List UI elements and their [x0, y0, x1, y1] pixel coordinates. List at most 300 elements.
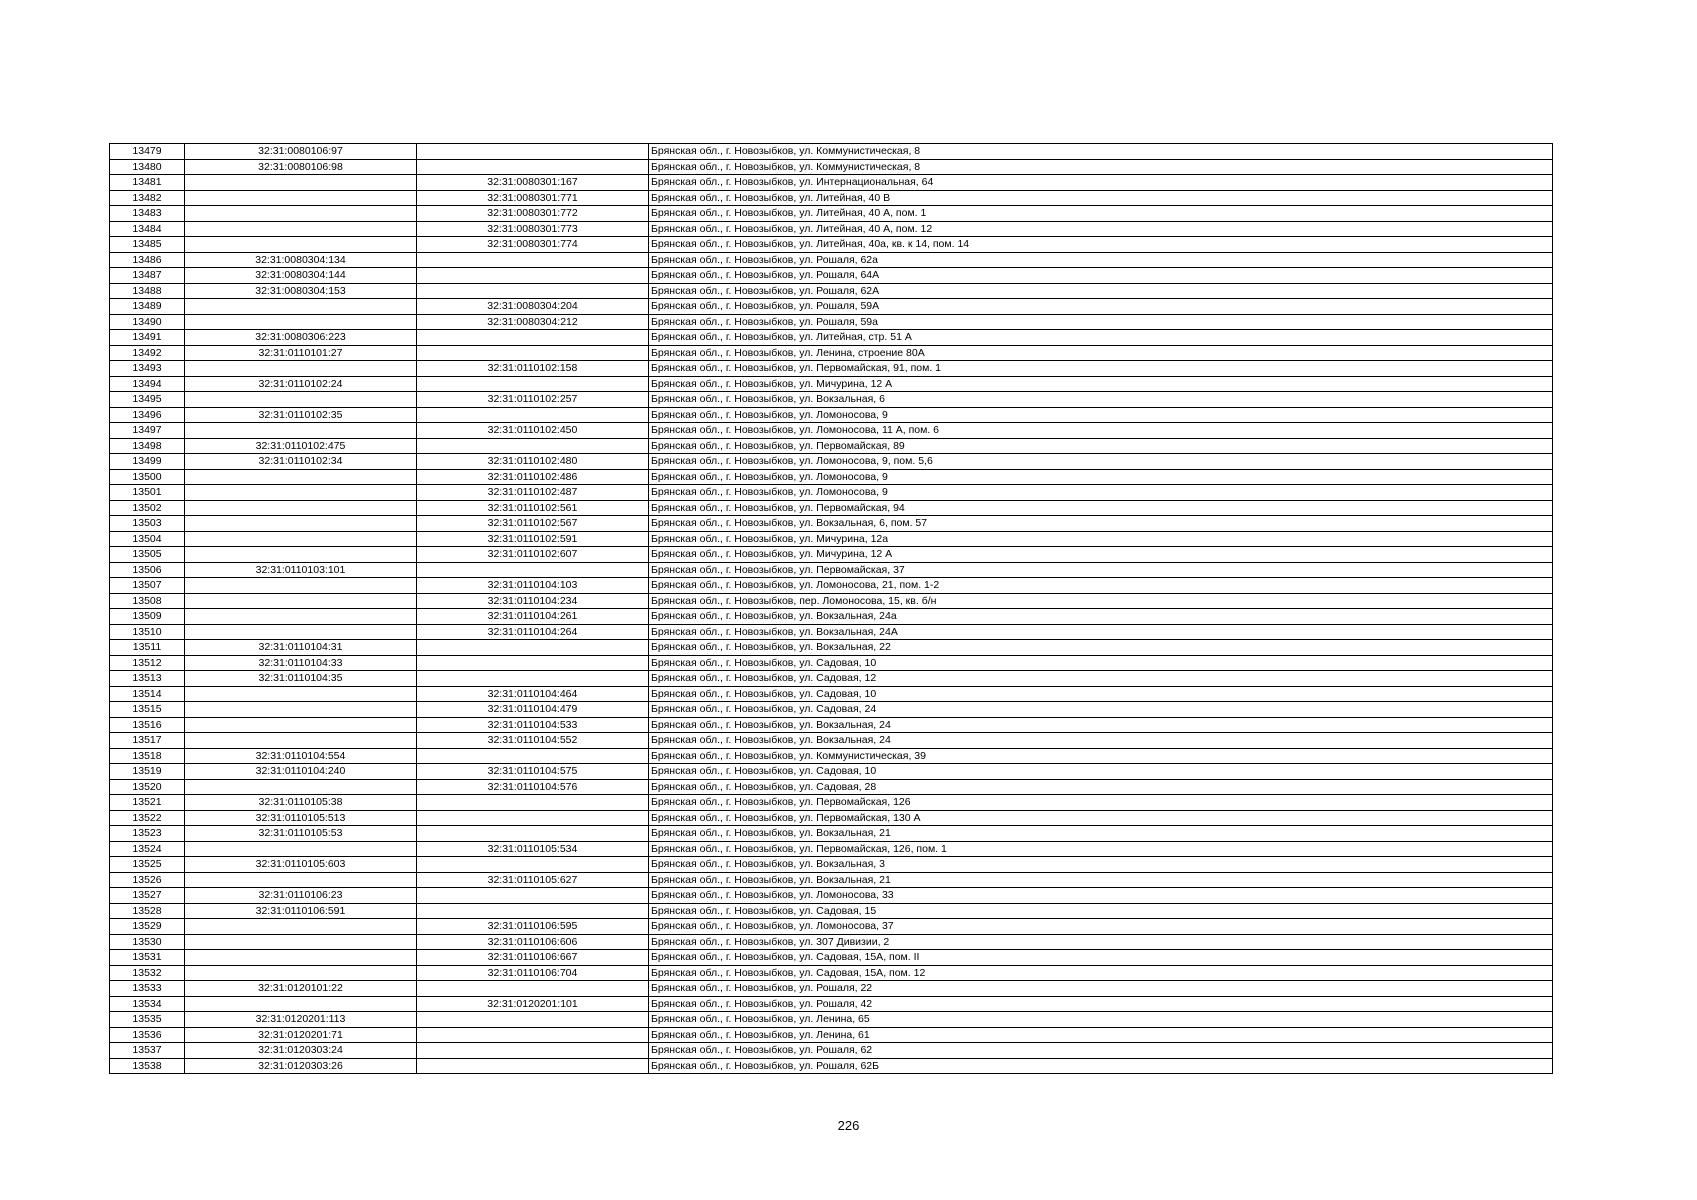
cadastral-number-cell: 32:31:0120201:113	[185, 1012, 417, 1028]
table-row	[110, 872, 1553, 888]
cadastral-number-cell: 32:31:0110102:34	[185, 454, 417, 470]
cadastral-number-cell	[185, 779, 417, 795]
cadastral-number-cell: 32:31:0110106:23	[185, 888, 417, 904]
building-cadastral-number-cell: 32:31:0110102:567	[417, 516, 649, 532]
building-cadastral-number-cell: 32:31:0110102:450	[417, 423, 649, 439]
row-number-cell: 13491	[110, 330, 185, 346]
address-cell: Брянская обл., г. Новозыбков, ул. Садовая, 15А, пом. II	[649, 950, 1553, 966]
building-cadastral-number-cell: 32:31:0110102:158	[417, 361, 649, 377]
address-cell: Брянская обл., г. Новозыбков, ул. Рошаля, 59а	[649, 314, 1553, 330]
address-cell: Брянская обл., г. Новозыбков, ул. Первомайская, 37	[649, 562, 1553, 578]
table-row	[110, 640, 1553, 656]
address-cell: Брянская обл., г. Новозыбков, ул. Вокзальная, 6, пом. 57	[649, 516, 1553, 532]
building-cadastral-number-cell: 32:31:0110104:103	[417, 578, 649, 594]
building-cadastral-number-cell: 32:31:0120201:101	[417, 996, 649, 1012]
address-cell: Брянская обл., г. Новозыбков, ул. Литейная, стр. 51 А	[649, 330, 1553, 346]
cadastral-number-cell	[185, 624, 417, 640]
address-cell: Брянская обл., г. Новозыбков, ул. Ломоносова, 9	[649, 469, 1553, 485]
cadastral-number-cell	[185, 919, 417, 935]
row-number-cell: 13487	[110, 268, 185, 284]
cadastral-number-cell: 32:31:0110105:38	[185, 795, 417, 811]
cadastral-number-cell: 32:31:0080306:223	[185, 330, 417, 346]
address-cell: Брянская обл., г. Новозыбков, ул. Ломоносова, 33	[649, 888, 1553, 904]
row-number-cell: 13503	[110, 516, 185, 532]
row-number-cell: 13518	[110, 748, 185, 764]
address-cell: Брянская обл., г. Новозыбков, ул. Садовая, 12	[649, 671, 1553, 687]
address-cell: Брянская обл., г. Новозыбков, ул. Ломоносова, 37	[649, 919, 1553, 935]
building-cadastral-number-cell: 32:31:0110102:487	[417, 485, 649, 501]
table-row	[110, 268, 1553, 284]
building-cadastral-number-cell: 32:31:0110106:704	[417, 965, 649, 981]
cadastral-number-cell: 32:31:0110105:53	[185, 826, 417, 842]
building-cadastral-number-cell	[417, 795, 649, 811]
address-cell: Брянская обл., г. Новозыбков, ул. 307 Дивизии, 2	[649, 934, 1553, 950]
row-number-cell: 13498	[110, 438, 185, 454]
cadastral-number-cell: 32:31:0110105:603	[185, 857, 417, 873]
row-number-cell: 13485	[110, 237, 185, 253]
cadastral-number-cell	[185, 578, 417, 594]
building-cadastral-number-cell: 32:31:0080301:774	[417, 237, 649, 253]
table-row	[110, 237, 1553, 253]
table-row	[110, 810, 1553, 826]
building-cadastral-number-cell	[417, 407, 649, 423]
address-cell: Брянская обл., г. Новозыбков, ул. Рошаля, 59А	[649, 299, 1553, 315]
building-cadastral-number-cell: 32:31:0110102:486	[417, 469, 649, 485]
row-number-cell: 13536	[110, 1027, 185, 1043]
building-cadastral-number-cell: 32:31:0110104:234	[417, 593, 649, 609]
address-cell: Брянская обл., г. Новозыбков, ул. Вокзальная, 21	[649, 872, 1553, 888]
cadastral-number-cell	[185, 934, 417, 950]
cadastral-number-cell: 32:31:0110102:24	[185, 376, 417, 392]
table-row	[110, 609, 1553, 625]
building-cadastral-number-cell: 32:31:0110102:607	[417, 547, 649, 563]
building-cadastral-number-cell: 32:31:0110105:627	[417, 872, 649, 888]
row-number-cell: 13515	[110, 702, 185, 718]
building-cadastral-number-cell	[417, 268, 649, 284]
building-cadastral-number-cell: 32:31:0080301:773	[417, 221, 649, 237]
cadastral-number-cell: 32:31:0120201:71	[185, 1027, 417, 1043]
cadastral-number-cell	[185, 872, 417, 888]
building-cadastral-number-cell: 32:31:0110104:533	[417, 717, 649, 733]
address-cell: Брянская обл., г. Новозыбков, ул. Рошаля, 22	[649, 981, 1553, 997]
building-cadastral-number-cell	[417, 655, 649, 671]
address-cell: Брянская обл., г. Новозыбков, ул. Ломоносова, 21, пом. 1-2	[649, 578, 1553, 594]
cadastral-number-cell	[185, 392, 417, 408]
address-cell: Брянская обл., г. Новозыбков, ул. Вокзальная, 22	[649, 640, 1553, 656]
cadastral-number-cell	[185, 469, 417, 485]
building-cadastral-number-cell	[417, 376, 649, 392]
address-cell: Брянская обл., г. Новозыбков, ул. Вокзальная, 3	[649, 857, 1553, 873]
cadastral-number-cell	[185, 841, 417, 857]
cadastral-number-cell	[185, 190, 417, 206]
address-cell: Брянская обл., г. Новозыбков, ул. Коммунистическая, 8	[649, 144, 1553, 160]
building-cadastral-number-cell	[417, 330, 649, 346]
row-number-cell: 13493	[110, 361, 185, 377]
table-row	[110, 950, 1553, 966]
address-cell: Брянская обл., г. Новозыбков, ул. Литейная, 40 А, пом. 12	[649, 221, 1553, 237]
address-cell: Брянская обл., г. Новозыбков, ул. Первомайская, 130 А	[649, 810, 1553, 826]
address-cell: Брянская обл., г. Новозыбков, ул. Вокзальная, 24	[649, 733, 1553, 749]
table-row	[110, 671, 1553, 687]
address-cell: Брянская обл., г. Новозыбков, ул. Ленина, строение 80А	[649, 345, 1553, 361]
row-number-cell: 13521	[110, 795, 185, 811]
table-row	[110, 454, 1553, 470]
table-row	[110, 392, 1553, 408]
row-number-cell: 13535	[110, 1012, 185, 1028]
table-row	[110, 221, 1553, 237]
address-cell: Брянская обл., г. Новозыбков, ул. Рошаля, 62Б	[649, 1058, 1553, 1074]
row-number-cell: 13483	[110, 206, 185, 222]
row-number-cell: 13497	[110, 423, 185, 439]
building-cadastral-number-cell: 32:31:0110104:464	[417, 686, 649, 702]
address-cell: Брянская обл., г. Новозыбков, ул. Ломоносова, 11 А, пом. 6	[649, 423, 1553, 439]
table-row	[110, 1043, 1553, 1059]
cadastral-number-cell: 32:31:0110104:31	[185, 640, 417, 656]
cadastral-number-cell	[185, 996, 417, 1012]
table-row	[110, 1027, 1553, 1043]
building-cadastral-number-cell	[417, 144, 649, 160]
address-cell: Брянская обл., г. Новозыбков, ул. Мичурина, 12 А	[649, 376, 1553, 392]
table-row	[110, 330, 1553, 346]
table-row	[110, 826, 1553, 842]
registry-table-body	[110, 144, 1553, 1074]
address-cell: Брянская обл., г. Новозыбков, ул. Вокзальная, 6	[649, 392, 1553, 408]
address-cell: Брянская обл., г. Новозыбков, ул. Садовая, 10	[649, 686, 1553, 702]
table-row	[110, 547, 1553, 563]
row-number-cell: 13526	[110, 872, 185, 888]
row-number-cell: 13512	[110, 655, 185, 671]
table-row	[110, 717, 1553, 733]
building-cadastral-number-cell	[417, 438, 649, 454]
row-number-cell: 13507	[110, 578, 185, 594]
cadastral-number-cell: 32:31:0110104:33	[185, 655, 417, 671]
cadastral-number-cell: 32:31:0080304:144	[185, 268, 417, 284]
table-row	[110, 748, 1553, 764]
table-row	[110, 764, 1553, 780]
row-number-cell: 13533	[110, 981, 185, 997]
row-number-cell: 13480	[110, 159, 185, 175]
registry-table	[109, 143, 1553, 1074]
address-cell: Брянская обл., г. Новозыбков, ул. Садовая, 24	[649, 702, 1553, 718]
table-row	[110, 423, 1553, 439]
cadastral-number-cell	[185, 733, 417, 749]
table-row	[110, 733, 1553, 749]
building-cadastral-number-cell: 32:31:0110104:264	[417, 624, 649, 640]
address-cell: Брянская обл., г. Новозыбков, ул. Ломоносова, 9	[649, 407, 1553, 423]
table-row	[110, 1058, 1553, 1074]
cadastral-number-cell	[185, 531, 417, 547]
row-number-cell: 13496	[110, 407, 185, 423]
row-number-cell: 13538	[110, 1058, 185, 1074]
cadastral-number-cell	[185, 423, 417, 439]
row-number-cell: 13514	[110, 686, 185, 702]
building-cadastral-number-cell: 32:31:0110104:261	[417, 609, 649, 625]
row-number-cell: 13517	[110, 733, 185, 749]
cadastral-number-cell: 32:31:0120303:26	[185, 1058, 417, 1074]
row-number-cell: 13500	[110, 469, 185, 485]
table-row	[110, 1012, 1553, 1028]
table-row	[110, 376, 1553, 392]
cadastral-number-cell	[185, 485, 417, 501]
address-cell: Брянская обл., г. Новозыбков, ул. Садовая, 10	[649, 655, 1553, 671]
table-row	[110, 159, 1553, 175]
table-row	[110, 903, 1553, 919]
table-row	[110, 345, 1553, 361]
cadastral-number-cell	[185, 717, 417, 733]
cadastral-number-cell	[185, 237, 417, 253]
cadastral-number-cell: 32:31:0080106:98	[185, 159, 417, 175]
building-cadastral-number-cell	[417, 981, 649, 997]
row-number-cell: 13530	[110, 934, 185, 950]
table-row	[110, 981, 1553, 997]
cadastral-number-cell: 32:31:0110102:35	[185, 407, 417, 423]
address-cell: Брянская обл., г. Новозыбков, ул. Первомайская, 126	[649, 795, 1553, 811]
row-number-cell: 13520	[110, 779, 185, 795]
building-cadastral-number-cell	[417, 1012, 649, 1028]
row-number-cell: 13508	[110, 593, 185, 609]
cadastral-number-cell: 32:31:0110104:240	[185, 764, 417, 780]
address-cell: Брянская обл., г. Новозыбков, ул. Литейная, 40 В	[649, 190, 1553, 206]
cadastral-number-cell	[185, 593, 417, 609]
building-cadastral-number-cell: 32:31:0110102:257	[417, 392, 649, 408]
cadastral-number-cell: 32:31:0120303:24	[185, 1043, 417, 1059]
address-cell: Брянская обл., г. Новозыбков, ул. Вокзальная, 24	[649, 717, 1553, 733]
table-row	[110, 144, 1553, 160]
table-row	[110, 934, 1553, 950]
address-cell: Брянская обл., г. Новозыбков, ул. Первомайская, 91, пом. 1	[649, 361, 1553, 377]
building-cadastral-number-cell: 32:31:0110102:561	[417, 500, 649, 516]
row-number-cell: 13510	[110, 624, 185, 640]
address-cell: Брянская обл., г. Новозыбков, ул. Ленина, 65	[649, 1012, 1553, 1028]
building-cadastral-number-cell: 32:31:0110104:479	[417, 702, 649, 718]
table-row	[110, 516, 1553, 532]
address-cell: Брянская обл., г. Новозыбков, ул. Садовая, 15	[649, 903, 1553, 919]
cadastral-number-cell	[185, 314, 417, 330]
table-row	[110, 562, 1553, 578]
address-cell: Брянская обл., г. Новозыбков, пер. Ломоносова, 15, кв. б/н	[649, 593, 1553, 609]
table-row	[110, 624, 1553, 640]
table-row	[110, 500, 1553, 516]
cadastral-number-cell	[185, 221, 417, 237]
cadastral-number-cell: 32:31:0080304:134	[185, 252, 417, 268]
table-row	[110, 299, 1553, 315]
cadastral-number-cell: 32:31:0110102:475	[185, 438, 417, 454]
cadastral-number-cell	[185, 500, 417, 516]
table-row	[110, 686, 1553, 702]
table-row	[110, 779, 1553, 795]
table-row	[110, 485, 1553, 501]
address-cell: Брянская обл., г. Новозыбков, ул. Садовая, 28	[649, 779, 1553, 795]
address-cell: Брянская обл., г. Новозыбков, ул. Рошаля, 42	[649, 996, 1553, 1012]
address-cell: Брянская обл., г. Новозыбков, ул. Первомайская, 94	[649, 500, 1553, 516]
address-cell: Брянская обл., г. Новозыбков, ул. Ломоносова, 9	[649, 485, 1553, 501]
row-number-cell: 13486	[110, 252, 185, 268]
building-cadastral-number-cell	[417, 857, 649, 873]
cadastral-number-cell	[185, 686, 417, 702]
table-row	[110, 206, 1553, 222]
table-row	[110, 996, 1553, 1012]
row-number-cell: 13509	[110, 609, 185, 625]
building-cadastral-number-cell	[417, 748, 649, 764]
address-cell: Брянская обл., г. Новозыбков, ул. Литейная, 40а, кв. к 14, пом. 14	[649, 237, 1553, 253]
building-cadastral-number-cell: 32:31:0080301:167	[417, 175, 649, 191]
building-cadastral-number-cell	[417, 903, 649, 919]
address-cell: Брянская обл., г. Новозыбков, ул. Садовая, 10	[649, 764, 1553, 780]
row-number-cell: 13524	[110, 841, 185, 857]
cadastral-number-cell	[185, 516, 417, 532]
address-cell: Брянская обл., г. Новозыбков, ул. Интернациональная, 64	[649, 175, 1553, 191]
row-number-cell: 13499	[110, 454, 185, 470]
row-number-cell: 13484	[110, 221, 185, 237]
address-cell: Брянская обл., г. Новозыбков, ул. Коммунистическая, 8	[649, 159, 1553, 175]
row-number-cell: 13537	[110, 1043, 185, 1059]
building-cadastral-number-cell	[417, 1027, 649, 1043]
building-cadastral-number-cell	[417, 1043, 649, 1059]
building-cadastral-number-cell: 32:31:0110102:591	[417, 531, 649, 547]
row-number-cell: 13479	[110, 144, 185, 160]
address-cell: Брянская обл., г. Новозыбков, ул. Садовая, 15А, пом. 12	[649, 965, 1553, 981]
table-row	[110, 407, 1553, 423]
building-cadastral-number-cell	[417, 640, 649, 656]
row-number-cell: 13502	[110, 500, 185, 516]
table-row	[110, 175, 1553, 191]
building-cadastral-number-cell	[417, 345, 649, 361]
row-number-cell: 13531	[110, 950, 185, 966]
cadastral-number-cell	[185, 175, 417, 191]
address-cell: Брянская обл., г. Новозыбков, ул. Первомайская, 89	[649, 438, 1553, 454]
cadastral-number-cell: 32:31:0110104:554	[185, 748, 417, 764]
row-number-cell: 13534	[110, 996, 185, 1012]
table-row	[110, 438, 1553, 454]
building-cadastral-number-cell: 32:31:0110106:606	[417, 934, 649, 950]
row-number-cell: 13523	[110, 826, 185, 842]
table-row	[110, 469, 1553, 485]
cadastral-number-cell: 32:31:0110101:27	[185, 345, 417, 361]
row-number-cell: 13492	[110, 345, 185, 361]
row-number-cell: 13522	[110, 810, 185, 826]
building-cadastral-number-cell: 32:31:0080301:772	[417, 206, 649, 222]
building-cadastral-number-cell: 32:31:0110106:595	[417, 919, 649, 935]
building-cadastral-number-cell	[417, 252, 649, 268]
row-number-cell: 13527	[110, 888, 185, 904]
table-row	[110, 965, 1553, 981]
building-cadastral-number-cell	[417, 810, 649, 826]
address-cell: Брянская обл., г. Новозыбков, ул. Литейная, 40 А, пом. 1	[649, 206, 1553, 222]
building-cadastral-number-cell: 32:31:0110102:480	[417, 454, 649, 470]
building-cadastral-number-cell: 32:31:0080304:212	[417, 314, 649, 330]
cadastral-number-cell	[185, 361, 417, 377]
address-cell: Брянская обл., г. Новозыбков, ул. Ленина, 61	[649, 1027, 1553, 1043]
row-number-cell: 13505	[110, 547, 185, 563]
cadastral-number-cell: 32:31:0110103:101	[185, 562, 417, 578]
address-cell: Брянская обл., г. Новозыбков, ул. Первомайская, 126, пом. 1	[649, 841, 1553, 857]
cadastral-number-cell: 32:31:0110106:591	[185, 903, 417, 919]
address-cell: Брянская обл., г. Новозыбков, ул. Коммунистическая, 39	[649, 748, 1553, 764]
cadastral-number-cell: 32:31:0110104:35	[185, 671, 417, 687]
address-cell: Брянская обл., г. Новозыбков, ул. Ломоносова, 9, пом. 5,6	[649, 454, 1553, 470]
cadastral-number-cell: 32:31:0080304:153	[185, 283, 417, 299]
table-row	[110, 919, 1553, 935]
address-cell: Брянская обл., г. Новозыбков, ул. Рошаля, 62А	[649, 283, 1553, 299]
address-cell: Брянская обл., г. Новозыбков, ул. Мичурина, 12 А	[649, 547, 1553, 563]
row-number-cell: 13494	[110, 376, 185, 392]
row-number-cell: 13482	[110, 190, 185, 206]
row-number-cell: 13481	[110, 175, 185, 191]
row-number-cell: 13513	[110, 671, 185, 687]
table-row	[110, 593, 1553, 609]
table-row	[110, 531, 1553, 547]
address-cell: Брянская обл., г. Новозыбков, ул. Вокзальная, 21	[649, 826, 1553, 842]
cadastral-number-cell	[185, 702, 417, 718]
row-number-cell: 13516	[110, 717, 185, 733]
address-cell: Брянская обл., г. Новозыбков, ул. Вокзальная, 24а	[649, 609, 1553, 625]
row-number-cell: 13525	[110, 857, 185, 873]
row-number-cell: 13528	[110, 903, 185, 919]
address-cell: Брянская обл., г. Новозыбков, ул. Рошаля, 62а	[649, 252, 1553, 268]
cadastral-number-cell	[185, 950, 417, 966]
table-row	[110, 795, 1553, 811]
row-number-cell: 13532	[110, 965, 185, 981]
building-cadastral-number-cell: 32:31:0110104:576	[417, 779, 649, 795]
table-row	[110, 252, 1553, 268]
building-cadastral-number-cell: 32:31:0110106:667	[417, 950, 649, 966]
cadastral-number-cell	[185, 206, 417, 222]
row-number-cell: 13501	[110, 485, 185, 501]
cadastral-number-cell: 32:31:0080106:97	[185, 144, 417, 160]
row-number-cell: 13511	[110, 640, 185, 656]
cadastral-number-cell: 32:31:0110105:513	[185, 810, 417, 826]
table-row	[110, 702, 1553, 718]
cadastral-number-cell	[185, 609, 417, 625]
building-cadastral-number-cell	[417, 283, 649, 299]
cadastral-number-cell	[185, 547, 417, 563]
table-row	[110, 857, 1553, 873]
building-cadastral-number-cell	[417, 1058, 649, 1074]
table-row	[110, 578, 1553, 594]
table-row	[110, 888, 1553, 904]
row-number-cell: 13489	[110, 299, 185, 315]
building-cadastral-number-cell: 32:31:0080301:771	[417, 190, 649, 206]
table-row	[110, 841, 1553, 857]
building-cadastral-number-cell: 32:31:0110104:575	[417, 764, 649, 780]
building-cadastral-number-cell	[417, 159, 649, 175]
address-cell: Брянская обл., г. Новозыбков, ул. Рошаля, 62	[649, 1043, 1553, 1059]
row-number-cell: 13506	[110, 562, 185, 578]
address-cell: Брянская обл., г. Новозыбков, ул. Рошаля, 64А	[649, 268, 1553, 284]
row-number-cell: 13495	[110, 392, 185, 408]
table-row	[110, 190, 1553, 206]
row-number-cell: 13504	[110, 531, 185, 547]
building-cadastral-number-cell	[417, 562, 649, 578]
cadastral-number-cell	[185, 299, 417, 315]
row-number-cell: 13488	[110, 283, 185, 299]
row-number-cell: 13490	[110, 314, 185, 330]
table-row	[110, 314, 1553, 330]
address-cell: Брянская обл., г. Новозыбков, ул. Вокзальная, 24А	[649, 624, 1553, 640]
building-cadastral-number-cell: 32:31:0110104:552	[417, 733, 649, 749]
row-number-cell: 13529	[110, 919, 185, 935]
table-row	[110, 361, 1553, 377]
cadastral-number-cell	[185, 965, 417, 981]
building-cadastral-number-cell	[417, 888, 649, 904]
row-number-cell: 13519	[110, 764, 185, 780]
building-cadastral-number-cell: 32:31:0110105:534	[417, 841, 649, 857]
building-cadastral-number-cell	[417, 826, 649, 842]
address-cell: Брянская обл., г. Новозыбков, ул. Мичурина, 12а	[649, 531, 1553, 547]
table-row	[110, 283, 1553, 299]
cadastral-number-cell: 32:31:0120101:22	[185, 981, 417, 997]
building-cadastral-number-cell: 32:31:0080304:204	[417, 299, 649, 315]
